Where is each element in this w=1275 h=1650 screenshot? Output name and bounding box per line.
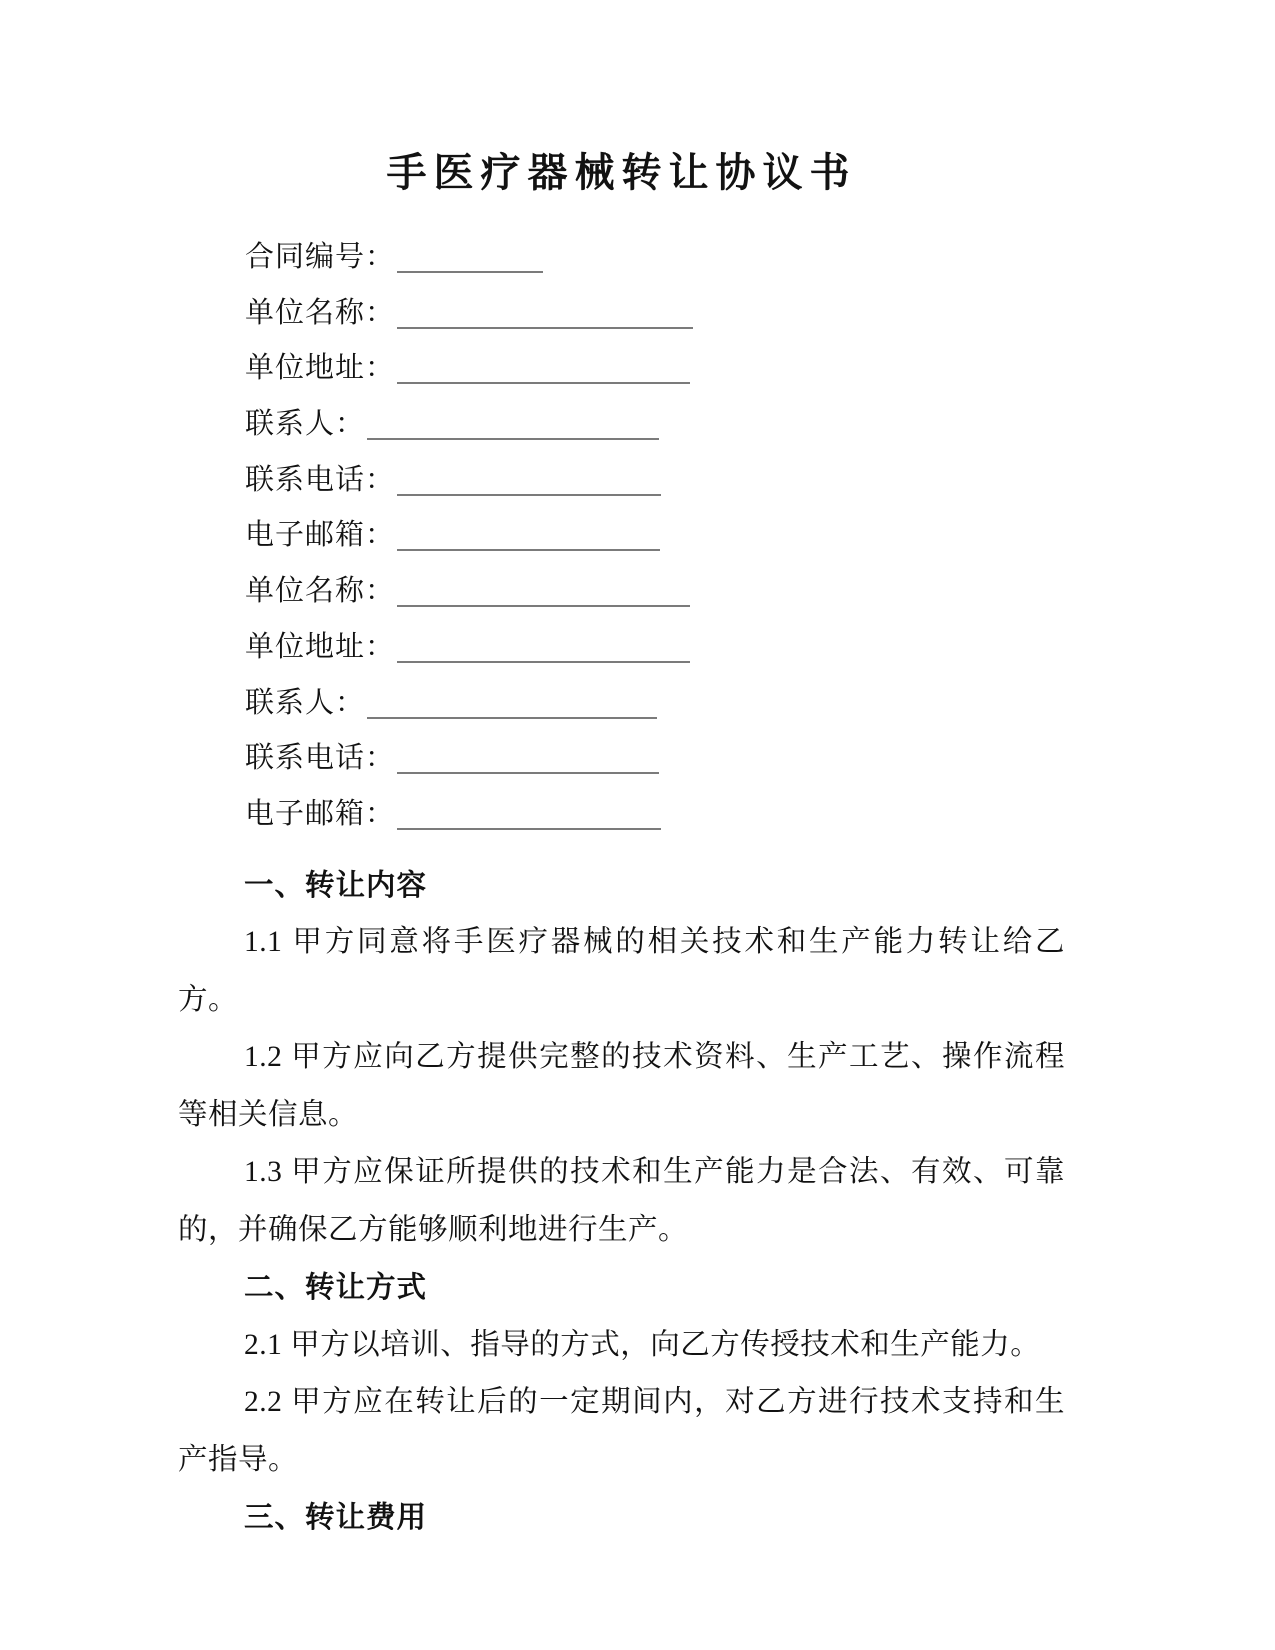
- field-label: 合同编号：: [245, 241, 396, 273]
- fill-in-blank-line[interactable]: [397, 605, 690, 607]
- form-field-row: [178, 620, 1065, 676]
- section-paragraph: 1.3 甲方应保证所提供的技术和生产能力是合法、有效、可靠的，并确保乙方能够顺利地进行生产。: [178, 1156, 1065, 1246]
- field-label: 单位名称：: [245, 575, 396, 608]
- field-label: 联系人：: [245, 408, 366, 441]
- contract-body: [178, 857, 1065, 1547]
- fill-in-blank-line[interactable]: [397, 661, 690, 663]
- field-label: 电子邮箱：: [245, 519, 396, 552]
- section-paragraph: 1.2 甲方应向乙方提供完整的技术资料、生产工艺、操作流程等相关信息。: [178, 1041, 1065, 1131]
- contract-header-fields: [178, 230, 1065, 843]
- form-field-row: [178, 341, 1065, 397]
- field-label: 联系电话：: [245, 742, 396, 775]
- fill-in-blank-line[interactable]: [397, 772, 659, 774]
- section-paragraph: 1.1 甲方同意将手医疗器械的相关技术和生产能力转让给乙方。: [178, 926, 1065, 1016]
- field-label: 电子邮箱：: [245, 797, 396, 830]
- field-label: 单位地址：: [245, 630, 396, 663]
- fill-in-blank-line[interactable]: [367, 717, 657, 719]
- form-field-row: [178, 397, 1065, 453]
- form-field-row: [178, 453, 1065, 509]
- form-field-row: [178, 676, 1065, 732]
- form-field-row: [178, 787, 1065, 843]
- field-label: 单位名称：: [245, 296, 396, 329]
- section-paragraph: 2.2 甲方应在转让后的一定期间内，对乙方进行技术支持和生产指导。: [178, 1386, 1065, 1476]
- fill-in-blank-line[interactable]: [367, 438, 659, 440]
- fill-in-blank-line[interactable]: [397, 549, 660, 551]
- section-paragraph: 2.1 甲方以培训、指导的方式，向乙方传授技术和生产能力。: [244, 1328, 1041, 1361]
- field-label: 单位地址：: [245, 352, 396, 385]
- section-heading: 三、转让费用: [244, 1501, 428, 1535]
- fill-in-blank-line[interactable]: [397, 382, 690, 384]
- field-label: 联系电话：: [245, 463, 396, 496]
- form-field-row: [178, 508, 1065, 564]
- form-field-row: [178, 731, 1065, 787]
- fill-in-blank-line[interactable]: [397, 494, 661, 496]
- fill-in-blank-line[interactable]: [397, 327, 693, 329]
- form-field-row: [178, 564, 1065, 620]
- section-heading: 二、转让方式: [244, 1271, 428, 1305]
- fill-in-blank-line[interactable]: [397, 271, 543, 273]
- fill-in-blank-line[interactable]: [397, 828, 661, 830]
- section-heading: 一、转让内容: [244, 868, 428, 902]
- form-field-row: [178, 230, 1065, 286]
- form-field-row: [178, 286, 1065, 342]
- page-title: 手医疗器械转让协议书: [386, 150, 857, 195]
- field-label: 联系人：: [245, 686, 366, 719]
